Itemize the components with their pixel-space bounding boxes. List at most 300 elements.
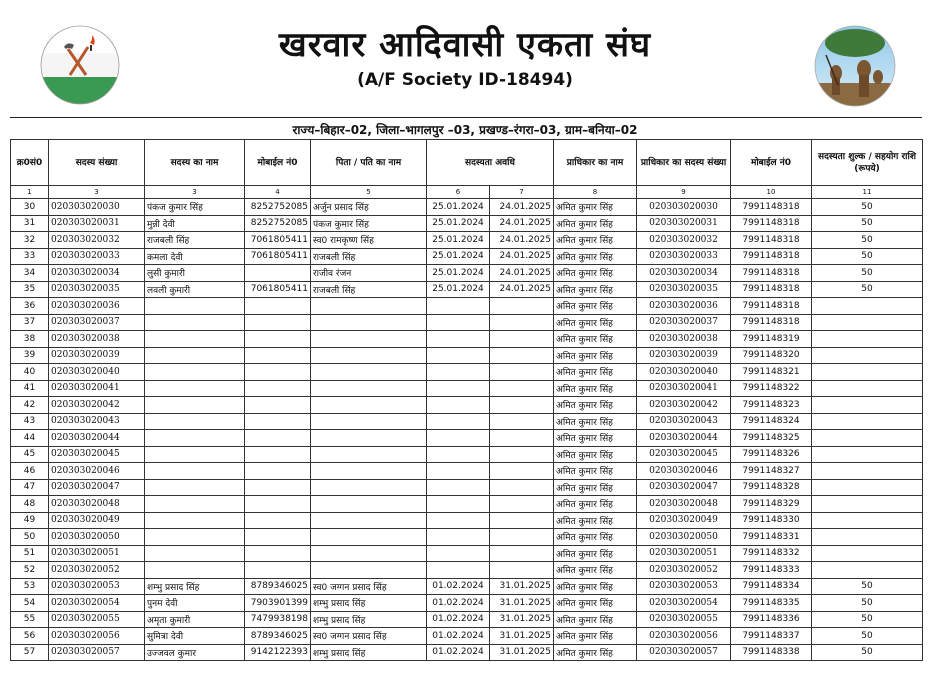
authority-member-id: 020303020046	[637, 463, 731, 480]
member-name	[145, 479, 245, 496]
membership-to: 31.01.2025	[490, 611, 554, 628]
member-mobile	[245, 364, 311, 381]
member-mobile: 8252752085	[245, 199, 311, 216]
membership-from	[427, 430, 490, 447]
member-id: 020303020046	[49, 463, 145, 480]
authority-member-id: 020303020050	[637, 529, 731, 546]
serial-number: 47	[11, 479, 49, 496]
membership-from	[427, 380, 490, 397]
authority-member-id: 020303020042	[637, 397, 731, 414]
serial-number: 36	[11, 298, 49, 315]
column-number: 11	[812, 186, 923, 199]
table-row	[11, 215, 923, 232]
authority-name: अमित कुमार सिंह	[554, 248, 637, 265]
membership-from	[427, 413, 490, 430]
member-mobile: 8789346025	[245, 628, 311, 645]
member-mobile	[245, 463, 311, 480]
authority-name: अमित कुमार सिंह	[554, 578, 637, 595]
member-name: कमला देवी	[145, 248, 245, 265]
member-id: 020303020034	[49, 265, 145, 282]
authority-member-id: 020303020051	[637, 545, 731, 562]
member-mobile	[245, 479, 311, 496]
member-mobile: 7061805411	[245, 248, 311, 265]
table-row	[11, 199, 923, 216]
authority-member-id: 020303020037	[637, 314, 731, 331]
authority-name: अमित कुमार सिंह	[554, 479, 637, 496]
member-id: 020303020051	[49, 545, 145, 562]
serial-number: 31	[11, 215, 49, 232]
membership-fee: 50	[812, 595, 923, 612]
member-mobile: 9142122393	[245, 644, 311, 661]
column-number: 10	[731, 186, 812, 199]
authority-member-id: 020303020056	[637, 628, 731, 645]
father-husband-name	[311, 430, 427, 447]
organization-title: खरवार आदिवासी एकता संघ	[278, 25, 652, 65]
serial-number: 54	[11, 595, 49, 612]
membership-from: 01.02.2024	[427, 644, 490, 661]
father-husband-name: शम्भु प्रसाद सिंह	[311, 595, 427, 612]
father-husband-name	[311, 331, 427, 348]
membership-fee: 50	[812, 628, 923, 645]
authority-mobile: 7991148327	[731, 463, 812, 480]
member-id: 020303020044	[49, 430, 145, 447]
serial-number: 34	[11, 265, 49, 282]
membership-from	[427, 512, 490, 529]
father-husband-name: शम्भु प्रसाद सिंह	[311, 644, 427, 661]
authority-member-id: 020303020052	[637, 562, 731, 579]
member-mobile: 7061805411	[245, 281, 311, 298]
serial-number: 38	[11, 331, 49, 348]
member-mobile	[245, 496, 311, 513]
membership-to	[490, 380, 554, 397]
member-mobile	[245, 430, 311, 447]
member-mobile	[245, 562, 311, 579]
member-id: 020303020042	[49, 397, 145, 414]
member-mobile: 7903901399	[245, 595, 311, 612]
authority-mobile: 7991148329	[731, 496, 812, 513]
membership-to	[490, 314, 554, 331]
membership-fee: 50	[812, 644, 923, 661]
member-name	[145, 298, 245, 315]
table-row	[11, 430, 923, 447]
membership-fee	[812, 397, 923, 414]
serial-number: 37	[11, 314, 49, 331]
membership-to: 31.01.2025	[490, 595, 554, 612]
authority-member-id: 020303020045	[637, 446, 731, 463]
membership-from	[427, 331, 490, 348]
membership-fee	[812, 314, 923, 331]
authority-name: अमित कुमार सिंह	[554, 380, 637, 397]
membership-fee: 50	[812, 215, 923, 232]
membership-to: 31.01.2025	[490, 628, 554, 645]
membership-to	[490, 496, 554, 513]
serial-number: 52	[11, 562, 49, 579]
membership-to	[490, 347, 554, 364]
authority-mobile: 7991148331	[731, 529, 812, 546]
table-row	[11, 611, 923, 628]
membership-to: 24.01.2025	[490, 265, 554, 282]
membership-to: 31.01.2025	[490, 644, 554, 661]
father-husband-name	[311, 347, 427, 364]
member-id: 020303020055	[49, 611, 145, 628]
serial-number: 57	[11, 644, 49, 661]
table-row	[11, 479, 923, 496]
member-name: पुनम देवी	[145, 595, 245, 612]
authority-mobile: 7991148318	[731, 232, 812, 249]
authority-mobile: 7991148325	[731, 430, 812, 447]
member-id: 020303020047	[49, 479, 145, 496]
member-name	[145, 331, 245, 348]
member-name: उज्जवल कुमार	[145, 644, 245, 661]
authority-mobile: 7991148318	[731, 314, 812, 331]
member-name	[145, 562, 245, 579]
column-header: क्र0सं0	[11, 140, 49, 186]
member-name	[145, 380, 245, 397]
authority-mobile: 7991148338	[731, 644, 812, 661]
member-name	[145, 446, 245, 463]
father-husband-name	[311, 397, 427, 414]
membership-to	[490, 562, 554, 579]
membership-fee	[812, 331, 923, 348]
member-name: मुन्नी देवी	[145, 215, 245, 232]
authority-mobile: 7991148337	[731, 628, 812, 645]
member-mobile	[245, 265, 311, 282]
member-mobile	[245, 529, 311, 546]
membership-from	[427, 397, 490, 414]
authority-mobile: 7991148318	[731, 248, 812, 265]
serial-number: 41	[11, 380, 49, 397]
father-husband-name: राजबली सिंह	[311, 281, 427, 298]
location-line: राज्य–बिहार–02, जिला–भागलपुर –03, प्रखण्ड–रंगरा–03, ग्राम–बनिया–02	[292, 123, 638, 137]
authority-mobile: 7991148318	[731, 298, 812, 315]
tribal-figures-emblem-icon	[814, 25, 896, 107]
father-husband-name: शम्भु प्रसाद सिंह	[311, 611, 427, 628]
authority-name: अमित कुमार सिंह	[554, 611, 637, 628]
table-row	[11, 397, 923, 414]
member-mobile	[245, 298, 311, 315]
authority-member-id: 020303020049	[637, 512, 731, 529]
member-id: 020303020054	[49, 595, 145, 612]
membership-to	[490, 479, 554, 496]
father-husband-name	[311, 364, 427, 381]
father-husband-name: स्व0 जग्गन प्रसाद सिंह	[311, 628, 427, 645]
membership-to	[490, 463, 554, 480]
table-row	[11, 248, 923, 265]
father-husband-name	[311, 413, 427, 430]
table-row	[11, 463, 923, 480]
member-id: 020303020050	[49, 529, 145, 546]
serial-number: 33	[11, 248, 49, 265]
member-name	[145, 413, 245, 430]
member-mobile	[245, 512, 311, 529]
authority-member-id: 020303020036	[637, 298, 731, 315]
membership-from: 25.01.2024	[427, 215, 490, 232]
authority-name: अमित कुमार सिंह	[554, 265, 637, 282]
member-mobile	[245, 380, 311, 397]
authority-mobile: 7991148322	[731, 380, 812, 397]
member-name: राजबली सिंह	[145, 232, 245, 249]
authority-member-id: 020303020054	[637, 595, 731, 612]
membership-fee: 50	[812, 199, 923, 216]
authority-mobile: 7991148328	[731, 479, 812, 496]
membership-to	[490, 446, 554, 463]
table-row	[11, 496, 923, 513]
father-husband-name	[311, 298, 427, 315]
membership-fee	[812, 529, 923, 546]
authority-member-id: 020303020048	[637, 496, 731, 513]
serial-number: 30	[11, 199, 49, 216]
membership-to	[490, 364, 554, 381]
membership-fee	[812, 562, 923, 579]
authority-mobile: 7991148334	[731, 578, 812, 595]
authority-mobile: 7991148318	[731, 281, 812, 298]
member-id: 020303020052	[49, 562, 145, 579]
table-row	[11, 562, 923, 579]
member-mobile	[245, 331, 311, 348]
membership-from: 25.01.2024	[427, 232, 490, 249]
membership-fee: 50	[812, 611, 923, 628]
father-husband-name: राजीव रंजन	[311, 265, 427, 282]
father-husband-name	[311, 545, 427, 562]
authority-name: अमित कुमार सिंह	[554, 430, 637, 447]
membership-fee	[812, 496, 923, 513]
table-row	[11, 281, 923, 298]
father-husband-name	[311, 380, 427, 397]
member-name: सुमित्रा देवी	[145, 628, 245, 645]
authority-name: अमित कुमार सिंह	[554, 364, 637, 381]
membership-from: 25.01.2024	[427, 199, 490, 216]
authority-name: अमित कुमार सिंह	[554, 446, 637, 463]
authority-mobile: 7991148318	[731, 265, 812, 282]
membership-fee: 50	[812, 578, 923, 595]
member-id: 020303020048	[49, 496, 145, 513]
serial-number: 48	[11, 496, 49, 513]
membership-fee	[812, 413, 923, 430]
column-number: 4	[245, 186, 311, 199]
membership-from	[427, 298, 490, 315]
membership-fee	[812, 364, 923, 381]
column-header: पिता / पति का नाम	[311, 140, 427, 186]
member-rows	[11, 199, 923, 661]
table-row	[11, 232, 923, 249]
membership-from	[427, 562, 490, 579]
authority-name: अमित कुमार सिंह	[554, 331, 637, 348]
membership-to	[490, 413, 554, 430]
member-name: शम्भु प्रसाद सिंह	[145, 578, 245, 595]
serial-number: 42	[11, 397, 49, 414]
table-row	[11, 512, 923, 529]
member-name	[145, 364, 245, 381]
column-number: 5	[311, 186, 427, 199]
membership-from	[427, 446, 490, 463]
father-husband-name: स्व0 रामकृष्ण सिंह	[311, 232, 427, 249]
membership-to: 24.01.2025	[490, 215, 554, 232]
authority-member-id: 020303020035	[637, 281, 731, 298]
member-name	[145, 512, 245, 529]
father-husband-name	[311, 314, 427, 331]
serial-number: 40	[11, 364, 49, 381]
table-row	[11, 298, 923, 315]
member-name	[145, 314, 245, 331]
membership-from	[427, 463, 490, 480]
membership-to: 24.01.2025	[490, 232, 554, 249]
table-row	[11, 364, 923, 381]
membership-fee	[812, 446, 923, 463]
authority-mobile: 7991148333	[731, 562, 812, 579]
member-id: 020303020049	[49, 512, 145, 529]
membership-fee: 50	[812, 232, 923, 249]
column-number: 3	[145, 186, 245, 199]
authority-name: अमित कुमार सिंह	[554, 628, 637, 645]
membership-from: 25.01.2024	[427, 265, 490, 282]
authority-member-id: 020303020055	[637, 611, 731, 628]
membership-to: 31.01.2025	[490, 578, 554, 595]
membership-fee	[812, 430, 923, 447]
member-mobile: 7061805411	[245, 232, 311, 249]
member-id: 020303020056	[49, 628, 145, 645]
member-name	[145, 463, 245, 480]
authority-mobile: 7991148330	[731, 512, 812, 529]
authority-member-id: 020303020031	[637, 215, 731, 232]
authority-name: अमित कुमार सिंह	[554, 595, 637, 612]
membership-to: 24.01.2025	[490, 199, 554, 216]
authority-name: अमित कुमार सिंह	[554, 644, 637, 661]
member-id: 020303020031	[49, 215, 145, 232]
serial-number: 39	[11, 347, 49, 364]
authority-member-id: 020303020034	[637, 265, 731, 282]
membership-from: 01.02.2024	[427, 628, 490, 645]
membership-from	[427, 496, 490, 513]
member-id: 020303020039	[49, 347, 145, 364]
membership-to	[490, 545, 554, 562]
member-name: पंकज कुमार सिंह	[145, 199, 245, 216]
serial-number: 32	[11, 232, 49, 249]
membership-to	[490, 529, 554, 546]
member-mobile: 7479938198	[245, 611, 311, 628]
member-name: लवली कुमारी	[145, 281, 245, 298]
member-name	[145, 397, 245, 414]
member-mobile	[245, 446, 311, 463]
membership-to	[490, 430, 554, 447]
member-id: 020303020053	[49, 578, 145, 595]
father-husband-name	[311, 512, 427, 529]
table-row	[11, 628, 923, 645]
authority-name: अमित कुमार सिंह	[554, 562, 637, 579]
membership-fee	[812, 512, 923, 529]
membership-fee	[812, 545, 923, 562]
member-mobile: 8789346025	[245, 578, 311, 595]
column-number: 7	[490, 186, 554, 199]
table-row	[11, 446, 923, 463]
table-row	[11, 545, 923, 562]
table-row	[11, 644, 923, 661]
father-husband-name: स्व0 जग्गन प्रसाद सिंह	[311, 578, 427, 595]
father-husband-name	[311, 479, 427, 496]
authority-name: अमित कुमार सिंह	[554, 314, 637, 331]
membership-fee	[812, 380, 923, 397]
authority-name: अमित कुमार सिंह	[554, 199, 637, 216]
document-header	[0, 0, 930, 120]
authority-name: अमित कुमार सिंह	[554, 529, 637, 546]
serial-number: 53	[11, 578, 49, 595]
authority-member-id: 020303020044	[637, 430, 731, 447]
member-id: 020303020057	[49, 644, 145, 661]
membership-to	[490, 331, 554, 348]
member-id: 020303020030	[49, 199, 145, 216]
society-id: (A/F Society ID-18494)	[357, 70, 573, 90]
table-row	[11, 265, 923, 282]
membership-to	[490, 397, 554, 414]
header-divider	[10, 117, 922, 118]
serial-number: 35	[11, 281, 49, 298]
column-number: 3	[49, 186, 145, 199]
authority-member-id: 020303020033	[637, 248, 731, 265]
column-number: 8	[554, 186, 637, 199]
membership-from	[427, 545, 490, 562]
authority-name: अमित कुमार सिंह	[554, 397, 637, 414]
authority-name: अमित कुमार सिंह	[554, 463, 637, 480]
authority-mobile: 7991148326	[731, 446, 812, 463]
membership-from: 25.01.2024	[427, 281, 490, 298]
father-husband-name	[311, 562, 427, 579]
membership-from	[427, 529, 490, 546]
member-id: 020303020041	[49, 380, 145, 397]
column-header: प्राधिकार का नाम	[554, 140, 637, 186]
member-mobile: 8252752085	[245, 215, 311, 232]
table-row	[11, 413, 923, 430]
authority-mobile: 7991148319	[731, 331, 812, 348]
membership-fee: 50	[812, 281, 923, 298]
authority-name: अमित कुमार सिंह	[554, 215, 637, 232]
membership-fee: 50	[812, 265, 923, 282]
member-name	[145, 347, 245, 364]
serial-number: 46	[11, 463, 49, 480]
authority-member-id: 020303020032	[637, 232, 731, 249]
authority-member-id: 020303020043	[637, 413, 731, 430]
authority-member-id: 020303020038	[637, 331, 731, 348]
membership-to: 24.01.2025	[490, 281, 554, 298]
father-husband-name: अर्जुन प्रसाद सिंह	[311, 199, 427, 216]
authority-member-id: 020303020057	[637, 644, 731, 661]
serial-number: 50	[11, 529, 49, 546]
authority-member-id: 020303020041	[637, 380, 731, 397]
member-id: 020303020045	[49, 446, 145, 463]
membership-to	[490, 298, 554, 315]
serial-number: 49	[11, 512, 49, 529]
authority-member-id: 020303020047	[637, 479, 731, 496]
membership-from: 25.01.2024	[427, 248, 490, 265]
authority-name: अमित कुमार सिंह	[554, 545, 637, 562]
father-husband-name	[311, 529, 427, 546]
serial-number: 55	[11, 611, 49, 628]
authority-mobile: 7991148321	[731, 364, 812, 381]
member-mobile	[245, 397, 311, 414]
authority-name: अमित कुमार सिंह	[554, 347, 637, 364]
membership-from	[427, 314, 490, 331]
authority-mobile: 7991148323	[731, 397, 812, 414]
member-id: 020303020032	[49, 232, 145, 249]
member-mobile	[245, 314, 311, 331]
membership-from: 01.02.2024	[427, 595, 490, 612]
member-register-table	[10, 139, 923, 661]
member-id: 020303020033	[49, 248, 145, 265]
membership-fee	[812, 298, 923, 315]
serial-number: 56	[11, 628, 49, 645]
table-row	[11, 331, 923, 348]
father-husband-name: पंकज कुमार सिंह	[311, 215, 427, 232]
authority-member-id: 020303020030	[637, 199, 731, 216]
membership-fee: 50	[812, 248, 923, 265]
